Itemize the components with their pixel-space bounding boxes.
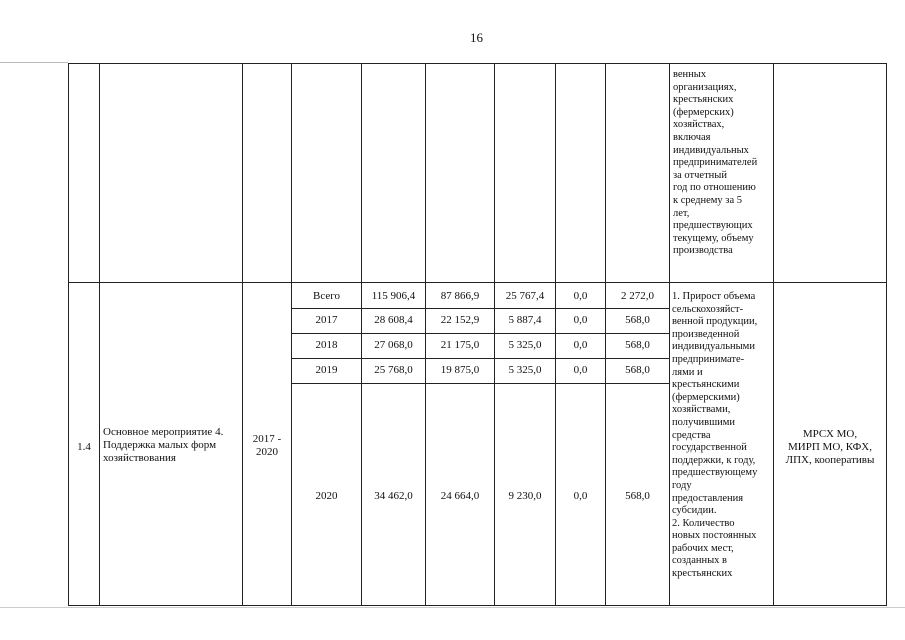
col-border	[605, 63, 606, 606]
total-value: 27 068,0	[374, 339, 413, 351]
scan-artifact	[0, 607, 905, 608]
year-divider	[291, 333, 669, 334]
federal-value: 24 664,0	[440, 490, 480, 502]
federal-value: 87 866,9	[440, 290, 480, 302]
year-label: 2020	[315, 490, 338, 502]
regional-value: 5 887,4	[508, 314, 542, 326]
col-border	[669, 63, 670, 606]
federal-value: 21 175,0	[440, 339, 480, 351]
table-bottom-border	[68, 605, 886, 606]
scan-artifact	[0, 62, 68, 63]
other-value: 568,0	[625, 364, 650, 376]
col-border	[99, 63, 100, 606]
col-border	[361, 63, 362, 606]
goal-indicators: 1. Прирост объема сельскохозяйст- венной продукции, произведенной индивидуальными предпринимате- лями и крестьянскими (фермерскими) хозяйствами, получившими средства государственной поддержки, к году, предшествующему году предоставления субсидии. 2. Количество новых постоянных рабочих мест, созданных в крестьянских	[672, 291, 758, 580]
col-border	[68, 63, 69, 606]
executors: МРСХ МО, МИРП МО, КФХ, ЛПХ, кооперативы	[785, 428, 875, 466]
total-value: 34 462,0	[374, 490, 413, 502]
year-divider	[291, 383, 669, 384]
regional-value: 9 230,0	[508, 490, 542, 502]
year-label: 2018	[315, 339, 338, 351]
local-value: 0,0	[573, 314, 588, 326]
regional-value: 5 325,0	[508, 339, 542, 351]
page-number: 16	[470, 30, 483, 45]
regional-value: 25 767,4	[505, 290, 545, 302]
col-border	[242, 63, 243, 606]
total-value: 25 768,0	[374, 364, 413, 376]
year-label: 2019	[315, 364, 338, 376]
federal-value: 22 152,9	[440, 314, 480, 326]
col-border	[555, 63, 556, 606]
regional-value: 5 325,0	[508, 364, 542, 376]
activity-name: Основное мероприятие 4. Поддержка малых форм хозяйствования	[103, 426, 224, 464]
other-value: 568,0	[625, 490, 650, 502]
total-value: 115 906,4	[371, 290, 416, 302]
local-value: 0,0	[573, 290, 588, 302]
total-value: 28 608,4	[374, 314, 413, 326]
year-divider	[291, 308, 669, 309]
table-top-border	[68, 63, 886, 64]
col-border	[886, 63, 887, 606]
col-border	[291, 63, 292, 606]
year-label: Всего	[313, 290, 340, 302]
col-border	[494, 63, 495, 606]
other-value: 2 272,0	[621, 290, 654, 302]
local-value: 0,0	[573, 490, 588, 502]
continued-goal-text: венных организациях, крестьянских (фермерских) хозяйствах, включая индивидуальных предпринимателей за отчетный год по отношению к среднему за 5 лет, предшествующих текущему, объему производства	[673, 69, 758, 257]
col-border	[425, 63, 426, 606]
year-divider	[291, 358, 669, 359]
other-value: 568,0	[625, 339, 650, 351]
year-label: 2017	[315, 314, 338, 326]
activity-period: 2017 - 2020	[252, 433, 282, 458]
local-value: 0,0	[573, 364, 588, 376]
row-divider	[68, 282, 886, 283]
row-number: 1.4	[77, 441, 91, 453]
local-value: 0,0	[573, 339, 588, 351]
other-value: 568,0	[625, 314, 650, 326]
federal-value: 19 875,0	[440, 364, 480, 376]
